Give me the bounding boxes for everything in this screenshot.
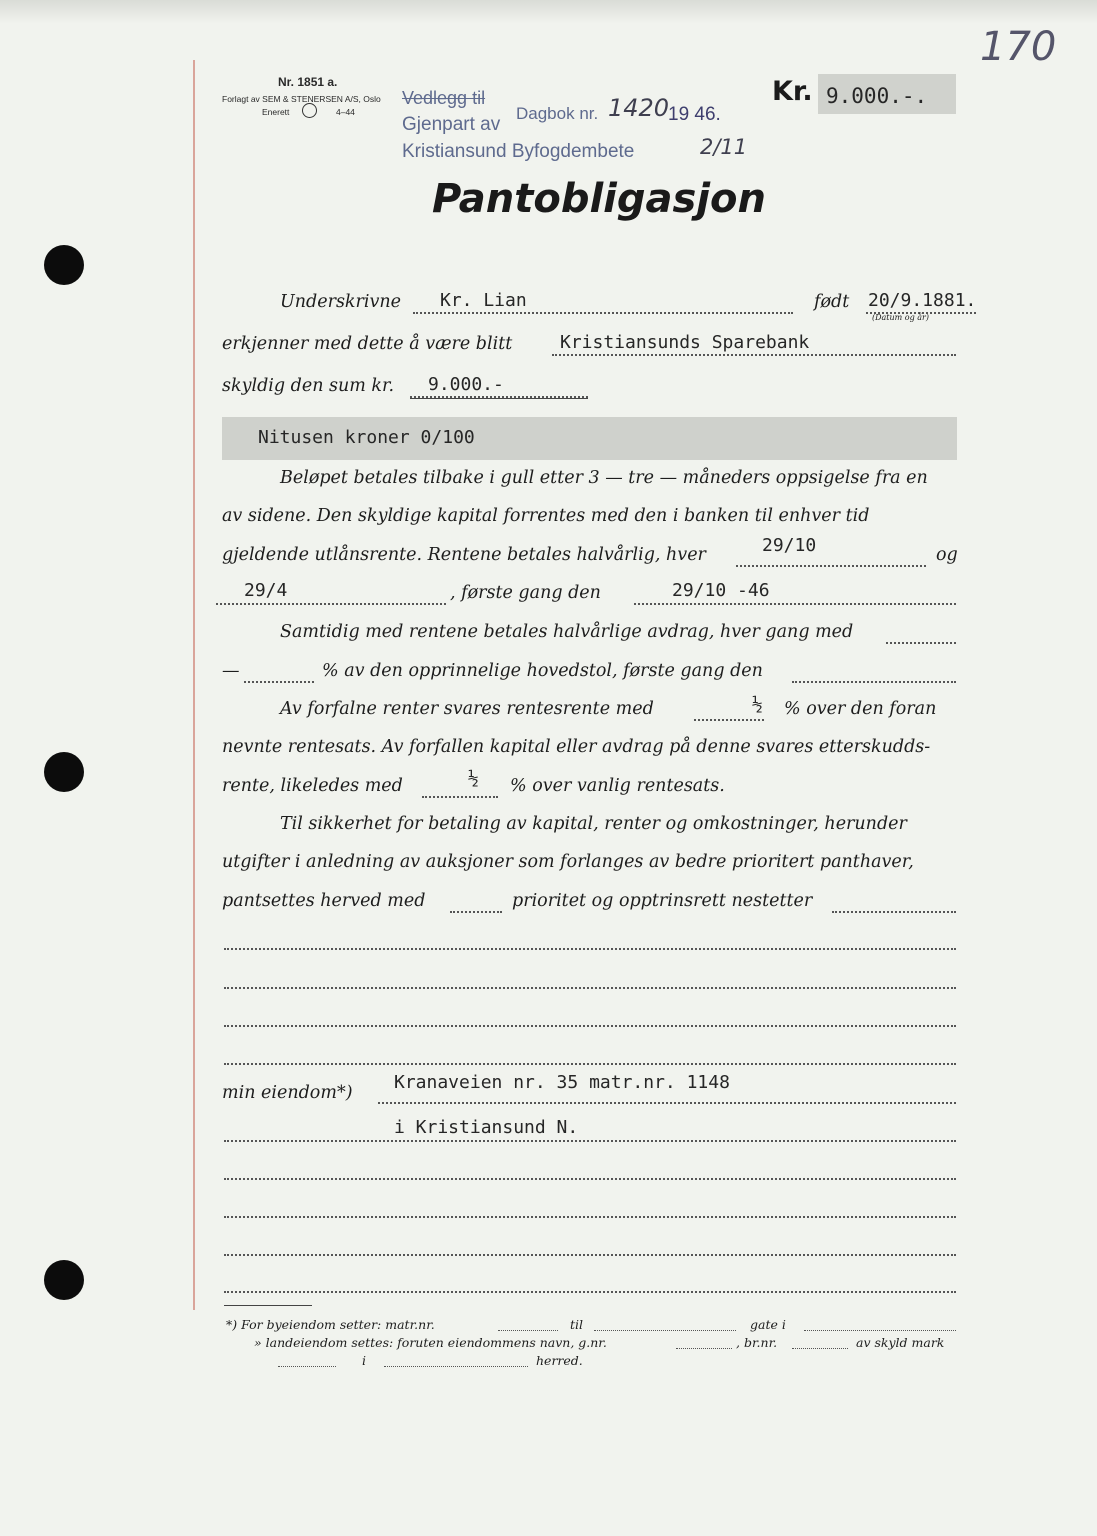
sum-underline bbox=[410, 398, 588, 399]
footnote-rule bbox=[224, 1305, 312, 1306]
blank-line-2 bbox=[224, 987, 956, 989]
p3-line1-end: % over den foran bbox=[784, 699, 937, 719]
footnote-dots-4 bbox=[676, 1348, 732, 1349]
erkjenner-label: erkjenner med dette å være blitt bbox=[222, 334, 513, 354]
footnote-line1-c: gate i bbox=[750, 1317, 786, 1332]
footnote-line3-b: herred. bbox=[536, 1353, 583, 1368]
footnote-line2-c: av skyld mark bbox=[856, 1335, 945, 1350]
p3-line3-dots bbox=[422, 796, 498, 798]
kr-label: Kr. bbox=[772, 76, 813, 107]
p1-line4-dots bbox=[216, 603, 446, 605]
publisher-enerett: Enerett bbox=[262, 107, 290, 117]
publisher-date: 4–44 bbox=[336, 107, 355, 117]
blank-line-3 bbox=[224, 1025, 956, 1027]
punch-hole-top bbox=[44, 245, 84, 285]
stamp-office: Kristiansund Byfogdembete bbox=[402, 141, 635, 162]
sum-words: Nitusen kroner 0/100 bbox=[258, 427, 475, 448]
stamp-vedlegg: Vedlegg til bbox=[402, 88, 486, 108]
footnote-dots-6 bbox=[278, 1366, 336, 1367]
p1-line3: gjeldende utlånsrente. Rentene betales halvårlig, hver bbox=[222, 545, 706, 565]
blank-line-5 bbox=[224, 1178, 956, 1180]
p4-line3-dots bbox=[450, 911, 502, 913]
p2-line1: Samtidig med rentene betales halvårlige avdrag, hver gang med bbox=[280, 622, 854, 642]
p1-line4-dots2 bbox=[634, 603, 956, 605]
rent-date-1: 29/10 bbox=[762, 535, 817, 556]
footnote-dots-7 bbox=[384, 1366, 528, 1367]
dagbok-label: Dagbok nr. bbox=[516, 104, 599, 123]
underskrivne-value: Kr. Lian bbox=[440, 290, 527, 311]
p1-line1: Beløpet betales tilbake i gull etter 3 — tre — måneders oppsigelse fra en bbox=[280, 468, 928, 488]
blank-line-6 bbox=[224, 1216, 956, 1218]
blank-line-1 bbox=[224, 948, 956, 950]
p1-line2: av sidene. Den skyldige kapital forrentes med den i banken til enhver tid bbox=[222, 506, 870, 526]
form-number: Nr. 1851 a. bbox=[278, 75, 338, 89]
p4-line3-end: prioritet og opptrinsrett nestetter bbox=[512, 891, 813, 911]
p1-line3-dots bbox=[736, 565, 926, 567]
dagbok-year: 19 46. bbox=[668, 104, 721, 125]
fodt-hint: (Datum og år) bbox=[872, 313, 929, 322]
p2-line1-dots bbox=[886, 642, 956, 644]
footnote-line1-a: *) For byeiendom setter: matr.nr. bbox=[226, 1317, 435, 1332]
fodt-label: født bbox=[814, 292, 850, 312]
p4-line2: utgifter i anledning av auksjoner som forlanges av bedre prioritert panthaver, bbox=[222, 852, 914, 872]
footnote-dots-1 bbox=[498, 1330, 558, 1331]
p2-line2-dash: — bbox=[222, 661, 240, 681]
p3-line3: rente, likeledes med bbox=[222, 776, 403, 796]
footnote-dots-5 bbox=[792, 1348, 848, 1349]
blank-line-4 bbox=[224, 1063, 956, 1065]
underskrivne-dots bbox=[413, 312, 793, 314]
publisher-line: Forlagt av SEM & STENERSEN A/S, Oslo bbox=[222, 94, 381, 104]
sum-value: 9.000.- bbox=[428, 374, 504, 395]
p3-line2: nevnte rentesats. Av forfallen kapital eller avdrag på denne svares etterskudds- bbox=[222, 737, 931, 757]
rentesrente-value: ½ bbox=[752, 694, 763, 715]
p3-line1: Av forfalne renter svares rentesrente med bbox=[280, 699, 654, 719]
p1-line4: , første gang den bbox=[450, 583, 601, 603]
stamp-gjenpart: Gjenpart av bbox=[402, 114, 501, 135]
kr-amount: 9.000.-. bbox=[826, 84, 928, 108]
rent-date-2: 29/4 bbox=[244, 580, 288, 601]
underskrivne-label: Underskrivne bbox=[280, 292, 402, 312]
property-label: min eiendom*) bbox=[222, 1083, 353, 1103]
property-line1: Kranaveien nr. 35 matr.nr. 1148 bbox=[394, 1072, 730, 1093]
p3-line1-dots bbox=[694, 719, 764, 721]
p3-line3-end: % over vanlig rentesats. bbox=[510, 776, 725, 796]
footnote-dots-3 bbox=[804, 1330, 956, 1331]
margin-rule bbox=[193, 60, 195, 1310]
p1-line3-og: og bbox=[936, 545, 958, 565]
dagbok-number: 1420 bbox=[608, 94, 670, 122]
blank-line-8 bbox=[224, 1291, 956, 1293]
p4-line3: pantsettes herved med bbox=[222, 891, 426, 911]
property-dots-1 bbox=[378, 1102, 956, 1104]
scan-top-shadow bbox=[0, 0, 1097, 24]
property-line2: i Kristiansund N. bbox=[394, 1117, 579, 1138]
property-dots-2 bbox=[224, 1140, 956, 1142]
first-rent-date: 29/10 -46 bbox=[672, 580, 770, 601]
p2-line2-dots bbox=[244, 681, 314, 683]
dagbok-date: 2/11 bbox=[700, 135, 748, 159]
etterskudd-value: ½ bbox=[468, 768, 479, 789]
footnote-line2-b: , br.nr. bbox=[736, 1335, 778, 1350]
fodt-value: 20/9.1881. bbox=[868, 290, 977, 311]
p4-line3-dots2 bbox=[832, 911, 956, 913]
footnote-dots-2 bbox=[594, 1330, 736, 1331]
document-title: Pantobligasjon bbox=[432, 176, 766, 222]
p2-line2-dots2 bbox=[792, 681, 956, 683]
creditor-dots bbox=[552, 354, 956, 356]
p2-line2: % av den opprinnelige hovedstol, første gang den bbox=[322, 661, 763, 681]
page-number: 170 bbox=[980, 24, 1057, 70]
footnote-line3-a: i bbox=[362, 1353, 366, 1368]
blank-line-7 bbox=[224, 1254, 956, 1256]
skyldig-label: skyldig den sum kr. bbox=[222, 376, 395, 396]
footnote-line1-b: til bbox=[570, 1317, 584, 1332]
publisher-logo-icon bbox=[302, 103, 317, 118]
creditor-value: Kristiansunds Sparebank bbox=[560, 332, 810, 353]
punch-hole-bottom bbox=[44, 1260, 84, 1300]
p4-line1: Til sikkerhet for betaling av kapital, renter og omkostninger, herunder bbox=[280, 814, 907, 834]
footnote-line2-a: » landeiendom settes: foruten eiendommens navn, g.nr. bbox=[254, 1335, 607, 1350]
punch-hole-middle bbox=[44, 752, 84, 792]
